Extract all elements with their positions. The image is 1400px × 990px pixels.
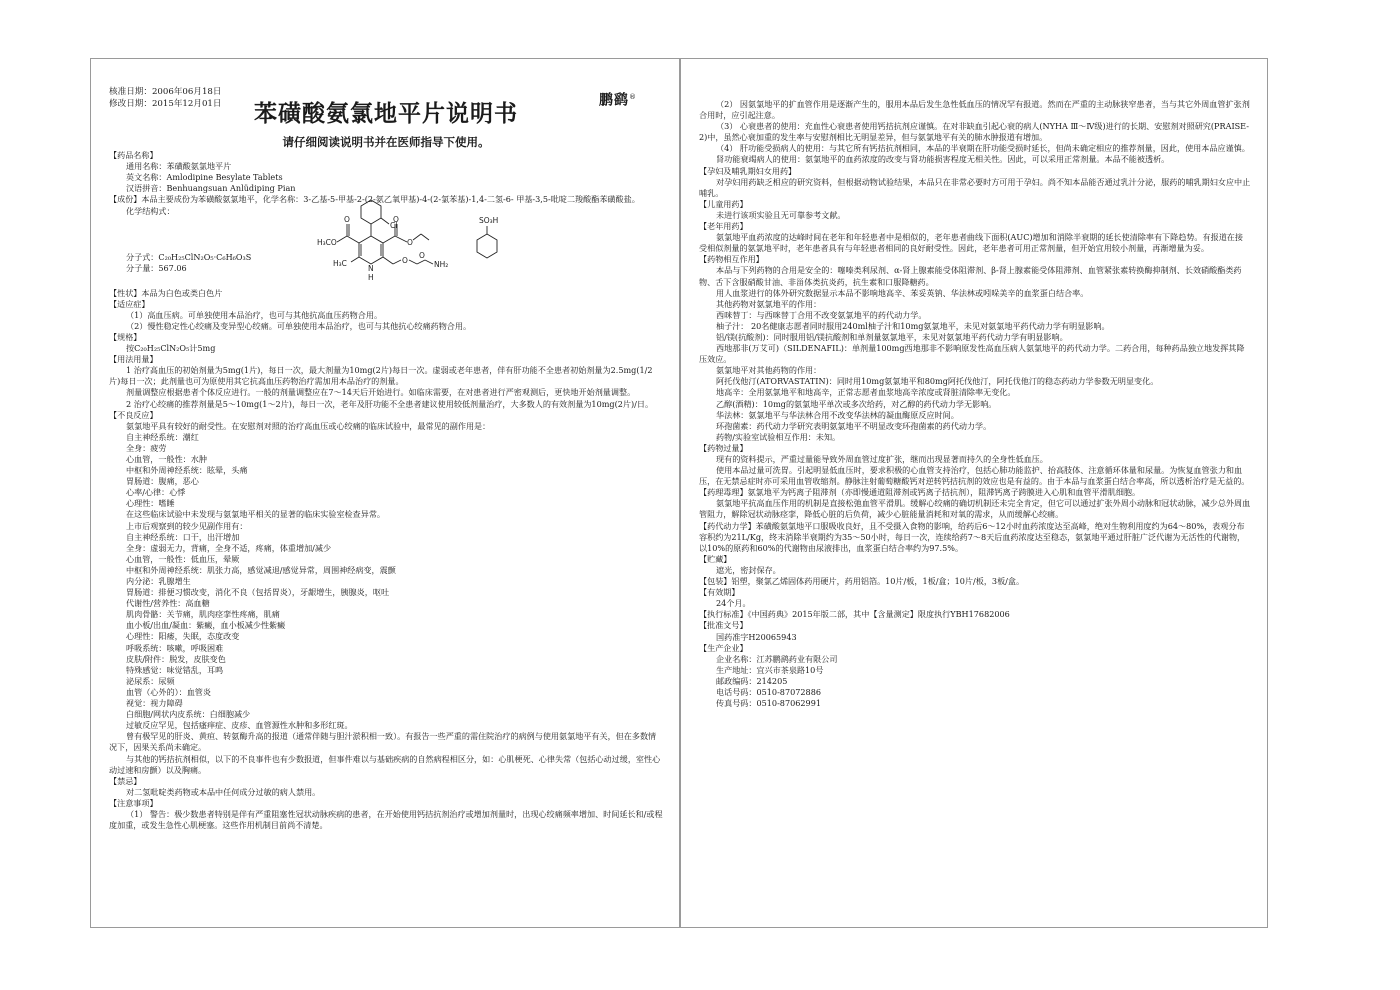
adverse-line: 泌尿系：尿频 [126, 675, 175, 686]
adverse-line: 全身：虚弱无力，背痛，全身不适，疼痛，体重增加/减少 [126, 542, 332, 553]
spec-line: 按C₂₀H₂₅ClN₂O₅计5mg [126, 343, 216, 354]
adverse-line: 胃肠道：腹痛，恶心 [126, 476, 199, 487]
adverse-line: 血小板/出血/凝血：紫癜，血小板减少性紫癜 [126, 620, 286, 631]
right-page [680, 58, 1268, 928]
section-validity [699, 587, 1251, 609]
approval-number: 国药准字H20065943 [716, 631, 797, 642]
section-elderly [699, 221, 1251, 254]
interaction-para: 其他药物对氨氯地平的作用： [716, 298, 822, 309]
section-pregnancy [699, 166, 1251, 199]
chem-label-o5: O [419, 250, 425, 260]
chem-label-cl: Cl [390, 220, 398, 230]
section-dosage [109, 354, 663, 409]
brand-name: 鹏鹞 [599, 92, 629, 109]
registered-mark: ® [629, 93, 637, 101]
pharmacokinetics-para: 【药代动力学】苯磺酸氨氯地平口服吸收良好，且不受摄入食物的影响，给药后6～12小时血药浓度达至高峰，绝对生物利用度约为64～80%，表观分布容积约为21L/Kg，终末消除半衰期约为35～50小时，每日一次，连续给药7～8天后血药浓度达至稳态，氨氯地平通过肝脏广泛代谢为无活性的代谢物，以10%的原药和60%的代谢物由尿液排出，血浆蛋白结合率约为97.5%。 [699, 520, 1246, 553]
interaction-para: 乙醇(酒精)：10mg的氨氯地平单次或多次给药，对乙醇的药代动力学无影响。 [716, 398, 997, 409]
adverse-line: 心理性：嗜睡 [126, 498, 175, 509]
chem-label-h3c: H₃C [333, 258, 347, 268]
validity-line: 24个月。 [716, 598, 751, 609]
adverse-line: 特殊感觉：味觉错乱，耳鸣 [126, 664, 224, 675]
children-line: 未进行该项实验且无可靠参考文献。 [716, 209, 846, 220]
chem-label-h: H [368, 272, 374, 282]
manufacturer-address: 生产地址：宜兴市茶泉路10号 [716, 664, 824, 675]
section-adverse-reactions [109, 410, 663, 776]
adverse-line: 在这些临床试验中未发现与氨氯地平相关的显著的临床实验室检查异常。 [126, 509, 386, 520]
section-heading: 【适应症】 [109, 298, 150, 309]
chem-label-o4: O [402, 255, 408, 265]
elderly-para: 氨氯地平血药浓度的达峰时间在老年和年轻患者中是相似的，老年患者曲线下面积(AUC)增加和消除半衰期的延长使清除率有下降趋势。有报道在接受相似剂量的氨氯地平时，老年患者具有与年轻患者相同的良好耐受性。因此，老年患者可用正常剂量，但开始宜用较小剂量，再渐增量为妥。 [699, 232, 1243, 254]
adverse-line: 心血管，一般性：水肿 [126, 453, 207, 464]
page-subtitle: 请仔细阅读说明书并在医师指导下使用。 [282, 135, 490, 149]
section-indications [109, 299, 663, 332]
adverse-line: 上市后观察到的较少见副作用有： [126, 520, 248, 531]
chem-label-o3: O [407, 237, 413, 247]
overdose-para: 使用本品过量可洗胃。引起明显低血压时，要求积极的心血管支持治疗，包括心肺功能监护、抬高肢体、注意循环体量和尿量。为恢复血管张力和血压，在无禁忌症时亦可采用血管收缩剂。静脉注射葡萄糖酸钙对逆转钙拮抗剂的效应也是有益的。由于本品与血浆蛋白结合率高，所以透析治疗是无益的。 [699, 465, 1250, 487]
chem-label-o1: O [344, 214, 350, 224]
section-heading: 【生产企业】 [699, 642, 748, 653]
section-heading: 【药物相互作用】 [699, 254, 764, 265]
chem-label-nh2: NH₂ [434, 259, 449, 269]
left-page [90, 58, 680, 928]
adverse-line: 自主神经系统：潮红 [126, 431, 199, 442]
interaction-para: 药物/实验室试验相互作用：未知。 [716, 431, 841, 442]
section-heading: 【老年用药】 [699, 221, 748, 232]
interaction-para: 西地那非(万艾可)（SILDENAFIL)：单剂量100mg西地那非不影响原发性高血压病人氨氯地平的药代动力学。二药合用，每种药品独立地发挥其降压效应。 [699, 343, 1245, 365]
interaction-para: 地高辛：全用氨氯地平和地高辛，正常志愿者血浆地高辛浓度或肾脏清除率无变化。 [716, 387, 1016, 398]
section-spec [109, 332, 663, 354]
contra-line: 对二氢吡啶类药物或本品中任何成分过敏的病人禁用。 [126, 786, 321, 797]
english-name: 英文名称：Amlodipine Besylate Tablets [126, 172, 283, 183]
dates-block [109, 87, 222, 110]
molecular-formula: 分子式：C₂₀H₂₅ClN₂O₅·C₆H₆O₃S [126, 251, 252, 262]
section-interactions [699, 254, 1251, 443]
adverse-line: 自主神经系统：口干，出汗增加 [126, 531, 240, 542]
precaution-para: （4） 肝功能受损病人的使用：与其它所有钙拮抗剂相同，本品的半衰期在肝功能受损时延长，但尚未确定相应的推荐剂量，因此，使用本品应谨慎。 [716, 143, 1250, 154]
indication-item: （1）高血压病。可单独使用本品治疗，也可与其他抗高血压药物合用。 [126, 309, 383, 320]
section-approval [699, 620, 1251, 642]
adverse-line: 胃肠道：排便习惯改变，消化不良（包括胃炎），牙龈增生，胰腺炎，呕吐 [126, 587, 390, 598]
precaution-para: 肾功能衰竭病人的使用：氨氯地平的血药浓度的改变与肾功能损害程度无相关性。因此，可以采用正常剂量。本品不能被透析。 [716, 154, 1170, 165]
interaction-para: 铝/镁(抗酸剂)：同时服用铝/镁抗酸剂和单剂量氨氯地平，未见对氨氯地平药代动力学有明显影响。 [716, 331, 1068, 342]
adverse-line: 内分泌：乳腺增生 [126, 576, 191, 586]
adverse-line: 心率/心律：心悸 [126, 487, 186, 498]
interaction-para: 用人血浆进行的体外研究数据显示本品不影响地高辛、苯妥英钠、华法林或吲哚美辛的血浆蛋白结合率。 [716, 287, 1089, 298]
section-children [699, 199, 1251, 221]
section-heading: 【规格】 [109, 331, 142, 342]
interaction-para: 阿托伐他汀(ATORVASTATIN)：同时用10mg氨氯地平和80mg阿托伐他汀，阿托伐他汀的稳态药动力学参数无明显变化。 [716, 376, 1159, 387]
section-overdose [699, 443, 1251, 487]
interaction-para: 本品与下列药物的合用是安全的：噻嗪类利尿剂、α-肾上腺素能受体阻滞剂、β-肾上腺素能受体阻滞剂、血管紧张素转换酶抑制剂、长效硝酸酯类药物、舌下含服硝酸甘油、非甾体类抗炎药，抗生素和口服降糖药。 [699, 265, 1242, 287]
section-heading: 【注意事项】 [109, 797, 158, 808]
section-heading: 【药物过量】 [699, 442, 748, 453]
section-composition [109, 194, 663, 287]
character-line: 【性状】本品为白色或类白色片 [109, 287, 223, 298]
chemical-structure-row [109, 206, 663, 288]
section-precautions-continued [699, 99, 1251, 166]
revise-date: 修改日期：2015年12月01日 [109, 98, 222, 109]
approve-date: 核准日期：2006年06月18日 [109, 87, 222, 97]
chem-label-n: N [368, 263, 374, 273]
dihydropyridine-ring [359, 236, 383, 264]
section-heading: 【贮藏】 [699, 553, 732, 564]
dosage-para: 1 治疗高血压的初始剂量为5mg(1片)，每日一次，最大剂量为10mg(2片)每日一次。虚弱或老年患者，伴有肝功能不全患者初始剂量为2.5mg(1/2片)每日一次；此剂量也可为原使用其它抗高血压药物治疗需加用本品治疗的剂量。 [109, 365, 653, 387]
section-precautions [109, 798, 663, 831]
dosage-para: 2 治疗心绞痛的推荐剂量是5～10mg(1～2片)，每日一次，老年及肝功能不全患者建议使用较低剂量治疗，大多数人的有效剂量为10mg(2片)/日。 [126, 398, 654, 409]
section-heading: 【药品名称】 [109, 150, 158, 161]
adverse-line: 全身：疲劳 [126, 442, 167, 453]
chem-label-h3co: H₃CO [317, 237, 337, 247]
manufacturer-phone: 电话号码：0510-87072886 [716, 686, 821, 697]
adverse-line: 中枢和外周神经系统：眩晕，头痛 [126, 465, 248, 476]
section-heading: 【不良反应】 [109, 409, 158, 420]
manufacturer-postcode: 邮政编码：214205 [716, 675, 788, 686]
storage-line: 遮光，密封保存。 [716, 564, 781, 575]
adverse-para: 与其他的钙拮抗剂相似，以下的不良事件也有少数报道，但事件难以与基础疾病的自然病程相区分，如：心肌梗死、心律失常（包括心动过缓，室性心动过速和房颤）以及胸痛。 [109, 753, 661, 775]
phenyl-ring [361, 200, 381, 224]
interaction-para: 氨氯地平对其他药物的作用： [716, 365, 822, 376]
chem-label-so3h: SO₃H [479, 215, 499, 225]
chem-label-o2: O [393, 214, 399, 224]
interaction-para: 柚子汁： 20名健康志愿者同时服用240ml柚子汁和10mg氨氯地平，未见对氨氯地平药代动力学有明显影响。 [716, 320, 1110, 331]
pregnancy-para: 对孕妇用药缺乏相应的研究资料，但根据动物试验结果，本品只在非常必要时方可用于孕妇。尚不知本品能否通过乳汁分泌，服药的哺乳期妇女应中止哺乳。 [699, 176, 1251, 198]
adverse-line: 皮肤/附件：脱发，皮肤变色 [126, 653, 226, 664]
section-heading: 【儿童用药】 [699, 198, 748, 209]
dosage-para: 剂量调整应根据患者个体反应进行。一般的剂量调整应在7～14天后开始进行。如临床需要，在对患者进行严密观测后，更快地开始剂量调整。 [126, 387, 636, 398]
section-storage [699, 554, 1251, 576]
adverse-line: 心理性：阳痿，失眠，态度改变 [126, 631, 240, 642]
adverse-line: 中枢和外周神经系统：肌张力高，感觉减退/感觉异常，周围神经病变，震颤 [126, 564, 396, 575]
adverse-line: 代谢性/营养性：高血糖 [126, 598, 210, 609]
adverse-line: 呼吸系统：咳嗽，呼吸困难 [126, 642, 224, 653]
adverse-line: 白细胞/网状内皮系统：白细胞减少 [126, 709, 251, 720]
section-heading: 【禁忌】 [109, 775, 142, 786]
interaction-para: 西咪替丁：与西咪替丁合用不改变氨氯地平的药代动力学。 [716, 309, 927, 320]
composition-text: 【成份】本品主要成份为苯磺酸氨氯地平，化学名称：3-乙基-5-甲基-2-(2-氨乙氧甲基)-4-(2-氯苯基)-1,4-二氢-6- 甲基-3,5-吡啶二羧酸酯苯磺酸盐。 [109, 194, 640, 205]
structure-label: 化学结构式： [126, 205, 175, 216]
section-heading: 【有效期】 [699, 587, 740, 598]
section-heading: 【批准文号】 [699, 620, 748, 631]
pharmacology-para: 氨氯地平抗高血压作用的机制是直接松弛血管平滑肌。缓解心绞痛的确切机制还未完全肯定，但它可以通过扩张外周小动脉和冠状动脉，减少总外周血管阻力，解除冠状动脉痉挛，降低心脏的后负荷，减少心脏能量消耗和对氧的需求，从而缓解心绞痛。 [699, 498, 1251, 520]
page-title: 苯磺酸氨氯地平片说明书 [254, 101, 518, 127]
left-content [109, 87, 663, 831]
document-header [109, 87, 663, 133]
pinyin-name: 汉语拼音：Benhuangsuan Anlüdiping Pian [126, 183, 296, 194]
adverse-para: 曾有极罕见的肝炎、黄疸、转氨酶升高的报道（通常伴随与胆汁淤积相一致）。有报告一些严重的需住院治疗的病例与使用氨氯地平有关，但在多数情况下，因果关系尚未确定。 [109, 731, 657, 753]
adverse-line: 视觉：视力障碍 [126, 698, 183, 709]
interaction-para: 环孢菌素：药代动力学研究表明氨氯地平不明显改变环孢菌素的药代动力学。 [716, 420, 992, 431]
adverse-line: 过敏反应罕见，包括瘙痒症、皮疹、血管源性水肿和多形红斑。 [126, 720, 353, 731]
overdose-para: 现有的资料提示，严重过量能导致外周血管过度扩张，继而出现显著而持久的全身性低血压。 [716, 454, 1048, 464]
indication-item: （2）慢性稳定性心绞痛及变异型心绞痛。可单独使用本品治疗，也可与其他抗心绞痛药物合用。 [126, 320, 472, 331]
adverse-line: 血管（心外的）：血管炎 [126, 686, 211, 697]
precaution-para: （1） 警告：极少数患者特别是伴有严重阻塞性冠状动脉疾病的患者，在开始使用钙拮抗剂治疗或增加剂量时，出现心绞痛频率增加、时间延长和/或程度加重，或发生急性心肌梗塞。这些作用机制目前尚不清楚。 [109, 808, 663, 831]
section-pharmacokinetics [699, 521, 1251, 554]
precaution-para: （3） 心衰患者的使用：充血性心衰患者使用钙拮抗剂应谨慎。在对非缺血引起心衰的病人(NYHA Ⅲ～Ⅳ级)进行的长期、安慰剂对照研究(PRAISE-2)中，虽然心衰加重的发生率与安慰剂相比无明显差异，但与氨氯地平有关的肺水肿报道有增加。 [699, 121, 1249, 143]
benzenesulfonic-ring [477, 234, 497, 258]
section-heading: 【用法用量】 [109, 354, 158, 365]
pharmacology-para: 【药理毒理】氨氯地平为钙离子阻滞剂（亦即慢通道阻滞剂或钙离子拮抗剂），阻滞钙离子跨膜进入心肌和血管平滑肌细胞。 [699, 487, 1141, 498]
section-drug-name [109, 150, 663, 194]
section-pharmacology [699, 487, 1251, 520]
section-heading: 【孕妇及哺乳期妇女用药】 [699, 165, 797, 176]
section-contraindications [109, 776, 663, 798]
manufacturer-name: 企业名称：江苏鹏鹞药业有限公司 [716, 653, 838, 664]
generic-name: 通用名称：苯磺酸氨氯地平片 [126, 161, 232, 172]
adverse-line: 氨氯地平具有较好的耐受性。在安慰剂对照的治疗高血压或心绞痛的临床试验中，最常见的副作用是： [126, 420, 491, 431]
formula-block [126, 252, 251, 274]
interaction-para: 华法林：氨氯地平与华法林合用不改变华法林的凝血酶原反应时间。 [716, 409, 959, 420]
right-content [699, 99, 1251, 709]
section-manufacturer [699, 643, 1251, 710]
package-line: 【包装】铝塑，聚氯乙烯固体药用硬片，药用铝箔。10片/板，1板/盒；10片/板，3板/盒。 [699, 576, 1025, 587]
molecular-weight: 分子量：567.06 [126, 262, 187, 273]
adverse-line: 心血管，一般性：低血压，晕厥 [126, 553, 240, 564]
manufacturer-fax: 传真号码：0510-87062991 [716, 698, 821, 709]
precaution-para: （2） 因氨氯地平的扩血管作用是逐渐产生的，服用本品后发生急性低血压的情况罕有报道。然而在严重的主动脉狭窄患者，当与其它外周血管扩张剂合用时，应引起注意。 [699, 99, 1250, 121]
standard-line: 【执行标准】《中国药典》2015年版二部，其中【含量测定】限度执行YBH17682006 [699, 609, 1010, 620]
chemical-structure-diagram [309, 192, 509, 290]
adverse-line: 肌肉骨骼：关节痛，肌肉痉挛性疼痛，肌痛 [126, 609, 280, 620]
brand-logo [599, 92, 637, 107]
